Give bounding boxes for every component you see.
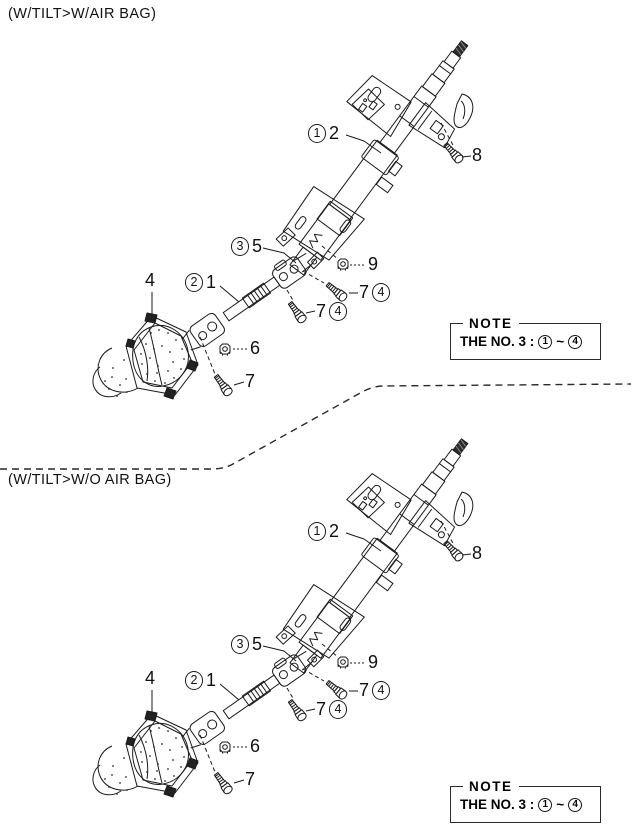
part-number: 7 [359, 282, 370, 303]
callout-6[interactable] [250, 737, 260, 755]
note-tilde: ~ [556, 334, 565, 349]
divider-dashed-line [0, 384, 631, 469]
callout-1-2[interactable] [308, 522, 339, 541]
callout-2-1[interactable] [185, 671, 216, 690]
note-title: NOTE [463, 779, 519, 794]
callout-6[interactable] [250, 339, 260, 357]
part-number: 8 [472, 543, 483, 563]
callout-4[interactable] [145, 271, 155, 289]
ref-circle: 2 [185, 671, 203, 690]
part-number: 8 [472, 145, 483, 165]
note-box-airbag [450, 316, 601, 360]
note-title: NOTE [463, 316, 519, 331]
ref-circle: 1 [538, 798, 552, 812]
part-number: 5 [252, 634, 263, 655]
part-number: 6 [250, 736, 261, 756]
callout-7-4-lower[interactable] [316, 700, 347, 719]
note-tilde: ~ [556, 797, 565, 812]
part-number: 7 [359, 680, 370, 701]
part-number: 5 [252, 236, 263, 257]
ref-circle: 1 [308, 124, 326, 143]
callout-1-2[interactable] [308, 124, 339, 143]
note-box-no-airbag [450, 779, 601, 823]
ref-circle: 4 [372, 681, 390, 700]
section-title-no-airbag: (W/TILT>W/O AIR BAG) [8, 472, 172, 488]
ref-circle: 4 [329, 700, 347, 719]
callout-7-4-lower[interactable] [316, 302, 347, 321]
note-text [460, 334, 600, 349]
ref-circle: 4 [568, 798, 582, 812]
note-prefix: THE NO. 3 : [460, 797, 535, 812]
part-number: 6 [250, 338, 261, 358]
part-number: 1 [206, 272, 217, 293]
part-number: 7 [245, 769, 256, 789]
part-number: 9 [368, 652, 379, 672]
ref-circle: 3 [231, 237, 249, 256]
callout-7-4-upper[interactable] [359, 283, 390, 302]
part-number: 7 [316, 699, 327, 720]
callout-4[interactable] [145, 669, 155, 687]
ref-circle: 2 [185, 273, 203, 292]
ref-circle: 1 [538, 335, 552, 349]
ref-circle: 4 [372, 283, 390, 302]
part-number: 2 [329, 123, 340, 144]
callout-9[interactable] [368, 653, 378, 671]
callout-7[interactable] [245, 372, 255, 390]
assembly-airbag [93, 8, 502, 399]
part-number: 4 [145, 270, 156, 290]
section-title-airbag: (W/TILT>W/AIR BAG) [8, 6, 157, 22]
callout-7[interactable] [245, 770, 255, 788]
part-number: 2 [329, 521, 340, 542]
callout-3-5[interactable] [231, 237, 262, 256]
part-number: 1 [206, 670, 217, 691]
part-number: 7 [316, 301, 327, 322]
callout-3-5[interactable] [231, 635, 262, 654]
ref-circle: 1 [308, 522, 326, 541]
part-number: 9 [368, 254, 379, 274]
callout-8[interactable] [472, 544, 482, 562]
callout-9[interactable] [368, 255, 378, 273]
ref-circle: 3 [231, 635, 249, 654]
callout-7-4-upper[interactable] [359, 681, 390, 700]
part-number: 4 [145, 668, 156, 688]
ref-circle: 4 [568, 335, 582, 349]
callout-2-1[interactable] [185, 273, 216, 292]
assembly-no-airbag [93, 406, 502, 797]
note-prefix: THE NO. 3 : [460, 334, 535, 349]
part-number: 7 [245, 371, 256, 391]
note-text [460, 797, 600, 812]
ref-circle: 4 [329, 302, 347, 321]
callout-8[interactable] [472, 146, 482, 164]
